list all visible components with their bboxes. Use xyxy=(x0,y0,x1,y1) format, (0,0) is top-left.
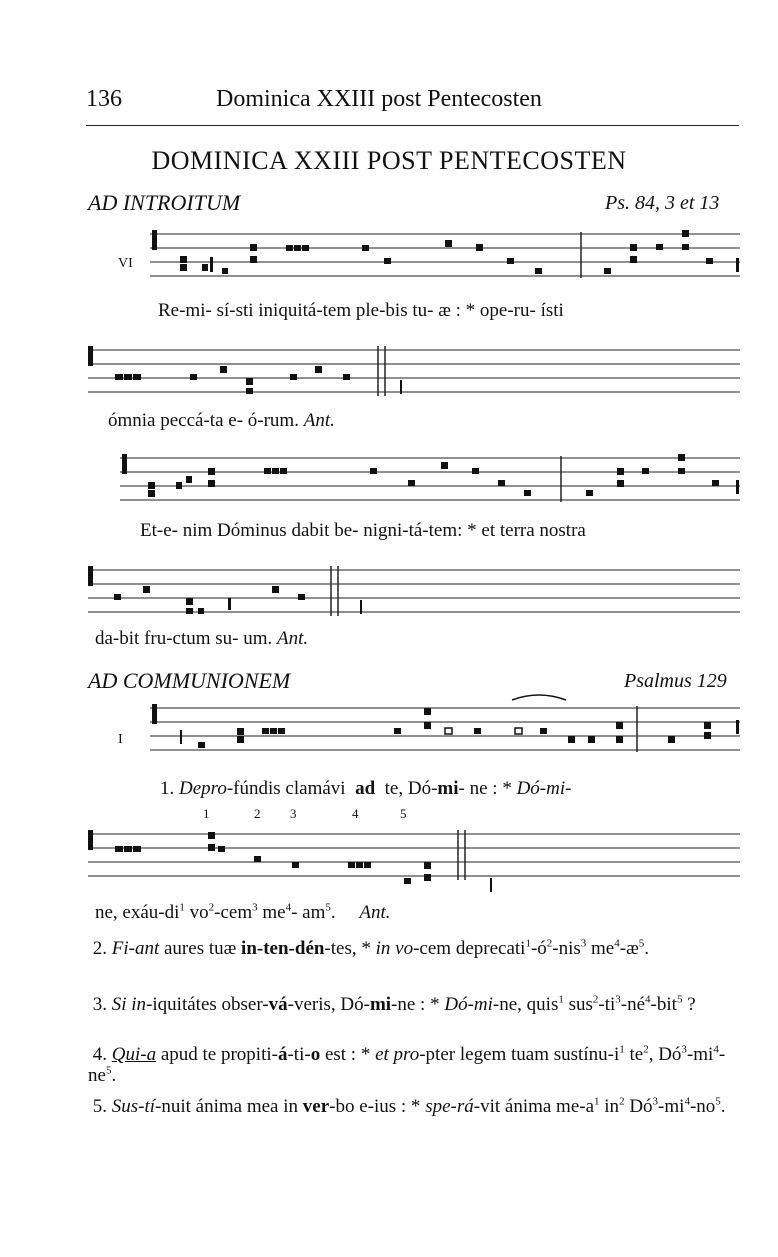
flex-sup: 2 xyxy=(619,1095,625,1108)
verse-number: 1. xyxy=(160,778,175,799)
verse-3 xyxy=(88,994,742,1015)
verse-number: 2. xyxy=(92,938,107,959)
communion-reference: Psalmus 129 xyxy=(624,670,727,692)
lyric-italic: Sus-tí xyxy=(111,1096,156,1117)
lyric-text: -veris, Dó- xyxy=(287,994,370,1015)
ant-label: Ant. xyxy=(303,410,335,431)
verse-4 xyxy=(88,1044,742,1086)
lyric-text: Dó xyxy=(624,1096,653,1117)
verse-number: 5. xyxy=(92,1096,107,1117)
introit-reference: Ps. 84, 3 et 13 xyxy=(605,192,720,214)
lyric-text: -ti xyxy=(598,994,616,1015)
introit-lyric-line-2 xyxy=(108,410,335,432)
flex-number: 4 xyxy=(352,806,359,821)
page-title: DOMINICA XXIII POST PENTECOSTEN xyxy=(151,146,627,175)
lyric-italic: Qui-a xyxy=(111,1044,157,1065)
lyric-text: in xyxy=(599,1096,620,1117)
flex-sup: 1 xyxy=(619,1043,625,1056)
verse-2 xyxy=(88,938,742,959)
verse-number: 3. xyxy=(92,994,107,1015)
lyric-text: ne, exáu-di xyxy=(95,902,180,923)
flex-sup: 3 xyxy=(652,1095,659,1108)
lyric-text: da-bit fru-ctum su- um. xyxy=(95,628,273,649)
flex-sup: 5 xyxy=(325,901,331,914)
introit-lyric-line-1: Re-mi- sí-sti iniquitá-tem ple-bis tu- æ : * ope-ru- ísti xyxy=(158,300,564,321)
lyric-text: -ne, quis xyxy=(492,994,559,1015)
lyric-italic: in vo xyxy=(375,938,414,959)
lyric-text: -cem deprecati xyxy=(413,938,526,959)
lyric-text: te xyxy=(624,1044,644,1065)
flex-sup: 2 xyxy=(546,937,553,950)
lyric-text: -bit xyxy=(650,994,677,1015)
flex-sup: 4 xyxy=(645,993,651,1006)
flex-sup: 5 xyxy=(715,1095,721,1108)
lyric-text: ? xyxy=(682,994,696,1015)
lyric-text: -bo e-ius : * xyxy=(329,1096,426,1117)
introit-lyric-line-4 xyxy=(95,628,308,650)
lyric-text: -ó xyxy=(530,938,547,959)
lyric-italic: spe-rá xyxy=(425,1096,474,1117)
flex-number: 3 xyxy=(290,806,297,821)
introit-lyric-line-3: Et-e- nim Dóminus dabit be- nigni-tá-tem: * et terra nostra xyxy=(140,520,586,541)
introit-mode: VI xyxy=(118,256,133,271)
flex-sup: 5 xyxy=(676,993,683,1006)
lyric-italic: Dó-mi- xyxy=(516,778,572,799)
lyric-text: vo xyxy=(184,902,209,923)
lyric-italic: pro xyxy=(201,778,227,799)
lyric-text: ómnia peccá-ta e- ó-rum. xyxy=(108,410,299,431)
flex-sup: 3 xyxy=(580,937,587,950)
flex-sup: 3 xyxy=(681,1043,687,1056)
lyric-italic: De xyxy=(179,778,202,799)
verse-number: 4. xyxy=(92,1044,107,1065)
flex-sup: 3 xyxy=(615,993,621,1006)
lyric-text: , Dó xyxy=(648,1044,682,1065)
lyric-text: - ne : * xyxy=(458,778,512,799)
lyric-text: . xyxy=(720,1096,726,1117)
flex-sup: 4 xyxy=(684,1095,690,1108)
lyric-text: apud te propiti- xyxy=(156,1044,278,1065)
lyric-bold: in-ten-dén xyxy=(241,938,325,959)
lyric-text: me xyxy=(586,938,615,959)
running-title: Dominica XXIII post Pentecosten xyxy=(216,86,542,112)
lyric-text: - am xyxy=(291,902,326,923)
flex-sup: 1 xyxy=(558,993,564,1006)
lyric-italic: Fi-ant xyxy=(111,938,160,959)
lyric-text: -æ xyxy=(619,938,639,959)
verse-5 xyxy=(88,1096,742,1117)
communion-lyric-line-1 xyxy=(160,778,571,800)
flex-sup: 1 xyxy=(525,937,531,950)
flex-number: 1 xyxy=(203,806,210,821)
lyric-text: . xyxy=(111,1065,117,1086)
flex-sup: 1 xyxy=(594,1095,600,1108)
lyric-text: -ne : * xyxy=(391,994,445,1015)
flex-sup: 4 xyxy=(713,1043,719,1056)
communion-mode: I xyxy=(118,732,123,747)
lyric-text: te, Dó- xyxy=(384,778,438,799)
lyric-bold: ver xyxy=(302,1096,330,1117)
lyric-text: -cem xyxy=(214,902,253,923)
lyric-bold: ad xyxy=(355,778,376,799)
flex-sup: 1 xyxy=(179,901,185,914)
flex-numbers xyxy=(0,806,778,826)
flex-sup: 4 xyxy=(614,937,620,950)
lyric-bold: o xyxy=(310,1044,321,1065)
lyric-text: -mi xyxy=(686,1044,714,1065)
lyric-text: -vit ánima me-a xyxy=(473,1096,595,1117)
introit-label: AD INTROITUM xyxy=(88,190,241,215)
communion-label: AD COMMUNIONEM xyxy=(88,668,291,693)
lyric-italic: Dó-mi xyxy=(444,994,493,1015)
flex-sup: 2 xyxy=(592,993,599,1006)
lyric-text: aures tuæ xyxy=(159,938,242,959)
flex-sup: 2 xyxy=(643,1043,649,1056)
lyric-text: sus xyxy=(563,994,593,1015)
lyric-text: me xyxy=(257,902,286,923)
lyric-bold: vá xyxy=(268,994,288,1015)
lyric-bold: mi xyxy=(369,994,392,1015)
lyric-bold: mi xyxy=(437,778,459,799)
flex-sup: 4 xyxy=(285,901,292,914)
lyric-text: -ne xyxy=(88,1044,726,1086)
flex-sup: 3 xyxy=(252,901,258,914)
lyric-italic: Si in xyxy=(111,994,147,1015)
lyric-text: . xyxy=(644,938,649,959)
lyric-text: -tes, * xyxy=(324,938,376,959)
lyric-text: -nuit ánima mea in xyxy=(155,1096,303,1117)
lyric-text: -mi xyxy=(658,1096,685,1117)
ant-label: Ant. xyxy=(359,902,391,923)
page-number: 136 xyxy=(86,86,122,112)
lyric-text: -nis xyxy=(552,938,581,959)
communion-lyric-line-2 xyxy=(95,902,391,924)
lyric-text: -iquitátes obser- xyxy=(146,994,269,1015)
lyric-text: -no xyxy=(689,1096,716,1117)
lyric-text: est : * xyxy=(320,1044,376,1065)
lyric-bold: á xyxy=(277,1044,288,1065)
flex-sup: 2 xyxy=(208,901,215,914)
ant-label: Ant. xyxy=(277,628,309,649)
lyric-text: -né xyxy=(620,994,646,1015)
lyric-text: . xyxy=(330,902,336,923)
lyric-text: -ti- xyxy=(287,1044,311,1065)
flex-sup: 5 xyxy=(105,1064,112,1077)
lyric-italic: et pro xyxy=(375,1044,420,1065)
lyric-text: -pter legem tuam sustínu-i xyxy=(419,1044,620,1065)
flex-number: 5 xyxy=(400,806,407,821)
flex-sup: 5 xyxy=(638,937,645,950)
lyric-text: -fúndis clamávi xyxy=(226,778,346,799)
flex-number: 2 xyxy=(254,806,261,821)
